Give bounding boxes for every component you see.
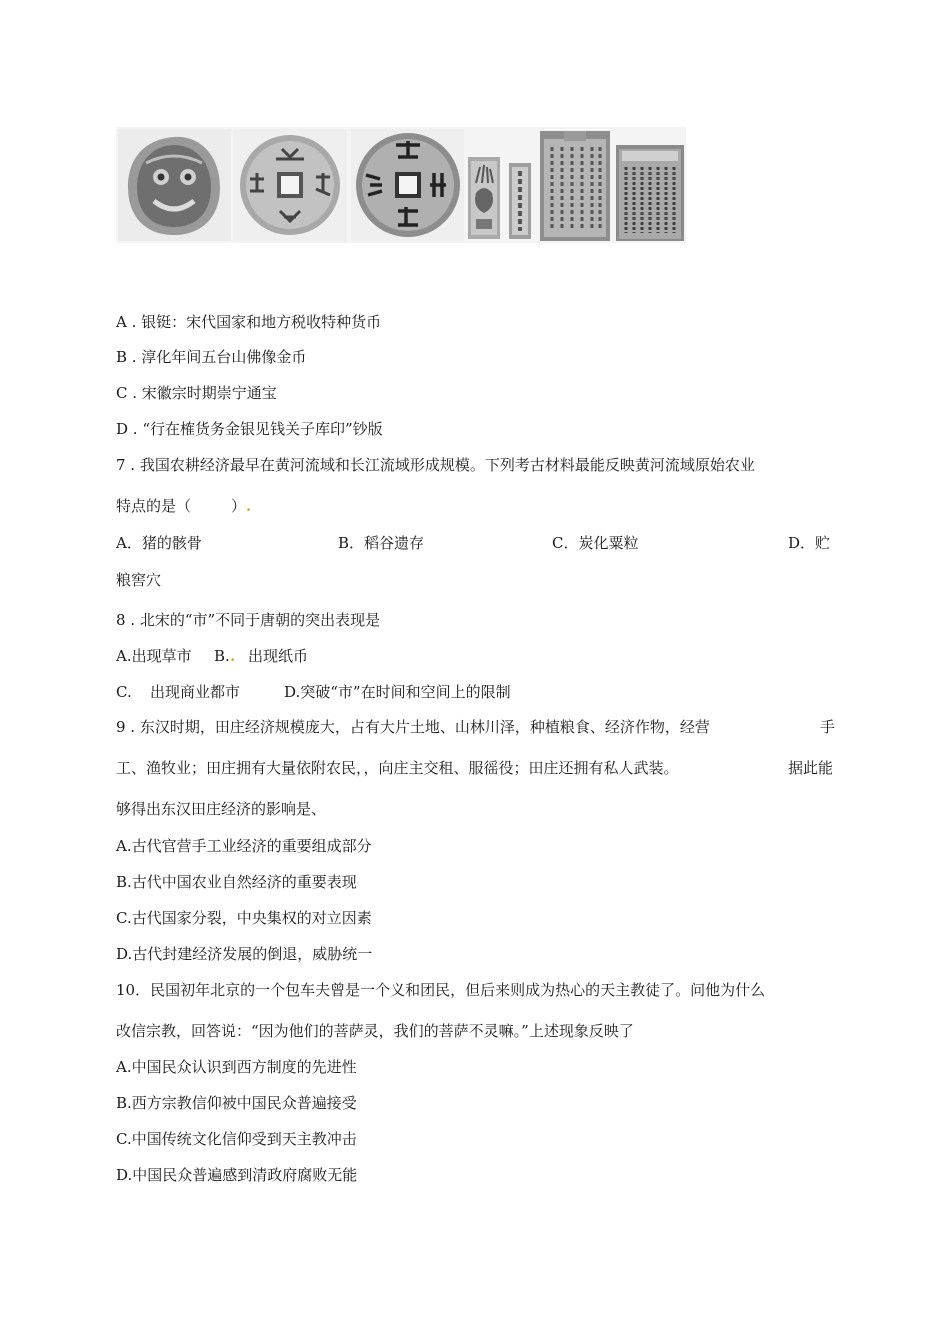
q9-option-d: D.古代封建经济发展的倒退，威胁统一 (116, 945, 373, 963)
mark-dot: . (230, 647, 236, 665)
q9-option-a: A.古代官营手工业经济的重要组成部分 (116, 837, 372, 855)
q6-option-d: D . “行在榷货务金银见钱关子库印”钞版 (116, 420, 383, 438)
q10-stem-line1: 10．民国初年北京的一个包车夫曾是一个义和团民，但后来则成为热心的天主教徒了。问他为什么 (116, 981, 766, 999)
q10-option-d: D.中国民众普遍感到清政府腐败无能 (116, 1166, 358, 1184)
q9-option-b: B.古代中国农业自然经济的重要表现 (116, 873, 357, 891)
q7-option-b: B．稻谷遗存 (338, 534, 425, 552)
q6-option-c: C . 宋徽宗时期崇宁通宝 (116, 384, 277, 402)
q8-option-a: A.出现草市 (116, 647, 192, 665)
q10-stem-line2: 改信宗教，回答说：“因为他们的菩萨灵，我们的菩萨不灵嘛。”上述现象反映了 (116, 1022, 634, 1040)
q7-option-c: C．炭化粟粒 (552, 534, 639, 552)
printing-plate-image-4 (616, 145, 684, 241)
q7-option-a: A．猪的骸骨 (116, 534, 202, 552)
q8-option-b-text: 出现纸币 (248, 647, 309, 665)
q10-option-c: C.中国传统文化信仰受到天主教冲击 (116, 1130, 357, 1148)
q10-option-b: B.西方宗教信仰被中国民众普遍接受 (116, 1094, 357, 1112)
q9-line2-text: 工、渔牧业；田庄拥有大量依附农民，，向庄主交租、服徭役；田庄还拥有私人武装。 (116, 759, 679, 777)
q10-option-a: A.中国民众认识到西方制度的先进性 (116, 1058, 357, 1076)
q8-option-d: D.突破“市”在时间和空间上的限制 (284, 683, 511, 701)
q8-option-c-text: 出现商业都市 (150, 683, 241, 701)
q7-stem-line1: 7 . 我国农耕经济最早在黄河流域和长江流域形成规模。下列考古材料最能反映黄河流域原始农业 (116, 456, 755, 474)
q9-option-c: C.古代国家分裂，中央集权的对立因素 (116, 909, 372, 927)
printing-plate-image-2 (509, 163, 531, 239)
q6-option-b: B . 淳化年间五台山佛像金币 (116, 348, 307, 366)
q8-option-b-label: B. (214, 647, 230, 665)
buddha-gold-coin-image (118, 129, 231, 241)
q8-option-c-label: C. (116, 683, 132, 701)
coin-image-2 (351, 129, 464, 241)
q7-option-d-continued: 粮窖穴 (116, 571, 162, 589)
q7-option-d: D．贮 (788, 534, 831, 552)
q9-stem-line3: 够得出东汉田庄经济的影响是、 (116, 800, 327, 818)
q9-line1-text: 9 . 东汉时期，田庄经济规模庞大，占有大片土地、山林川泽，种植粮食、经济作物，经营 (116, 718, 710, 736)
q7-stem-line2 (116, 496, 251, 516)
q9-line2-end: 据此能 (788, 759, 834, 777)
q7-stem-prefix: 特点的是（ (116, 497, 192, 515)
printing-plate-image-1 (468, 157, 500, 239)
mark-dot: . (246, 497, 252, 515)
q9-line1-end: 手 (820, 718, 836, 736)
artifact-images (116, 127, 686, 243)
printing-plate-image-3 (540, 131, 610, 241)
q7-stem-suffix: ） (231, 497, 247, 515)
q6-option-a: A . 银铤：宋代国家和地方税收特种货币 (116, 313, 382, 331)
q8-stem: 8 . 北宋的“市”不同于唐朝的突出表现是 (116, 611, 381, 629)
coin-image-1 (233, 129, 347, 241)
